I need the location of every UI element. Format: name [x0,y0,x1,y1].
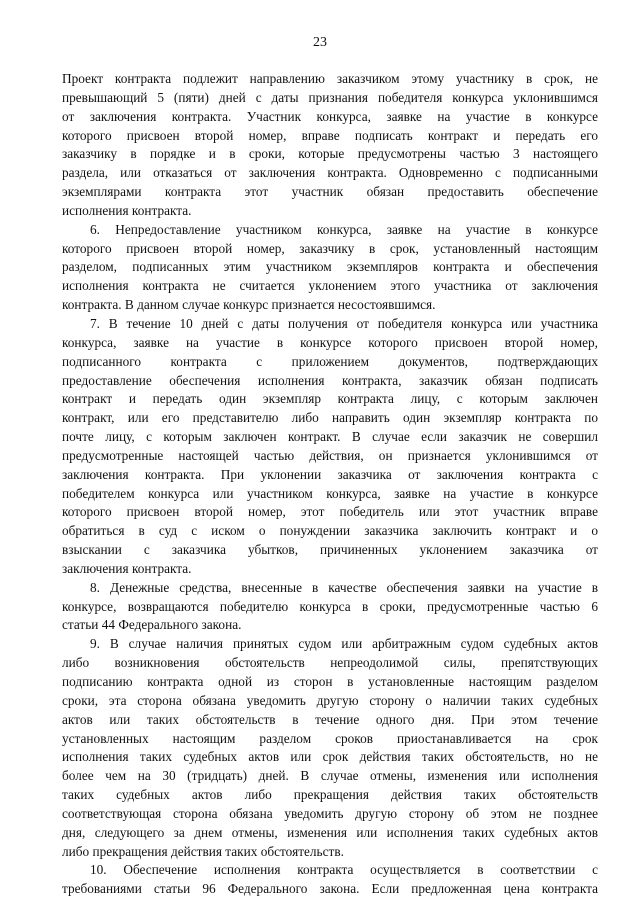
text-line: дня, следующего за днем отмены, изменения или исполнения таких судебных актов [62,824,598,840]
paragraph-item-7 [62,315,598,579]
paragraph-item-9 [62,635,598,861]
paragraph-continuation [62,70,598,221]
text-line: 7. В течение 10 дней с даты получения от победителя конкурса или участника [90,315,598,331]
text-line: победителем конкурса или участником конкурса, заявке на участие в конкурсе [62,485,598,501]
text-line: исполнения контракта не считается уклонением этого участника от заключения [62,278,598,294]
text-line: предусмотренные настоящей частью действия, он признается уклонившимся от [62,447,598,463]
paragraph-item-10 [62,861,598,899]
text-line: разделом, подписанных этим участником экземпляров контракта и обеспечения [62,259,598,275]
text-line: почте лицу, с которым заключен контракт. В случае если заказчик не совершил [62,429,598,445]
text-line: контракт и передать один экземпляр контракта лицу, с которым заключен [62,391,598,407]
text-line: контракта. В данном случае конкурс признается несостоявшимся. [62,297,436,313]
text-line: которого присвоен второй номер, вправе подписать контракт и передать его [62,127,598,143]
text-line: Проект контракта подлежит направлению заказчиком этому участнику в срок, не [62,71,598,86]
text-line: либо прекращения действия таких обстоятельств. [62,843,344,859]
text-line: конкурса, заявке на участие в конкурсе которого присвоен второй номер, [62,334,598,350]
text-line: либо возникновения обстоятельств непреодолимой силы, препятствующих [62,655,598,671]
text-line: превышающий 5 (пяти) дней с даты признания победителя конкурса уклонившимся [62,89,598,105]
text-line: актов или таких обстоятельств в течение одного дня. При этом течение [62,711,598,727]
text-line: от заключения контракта. Участник конкурса, заявке на участие в конкурсе [62,108,598,124]
text-line: 9. В случае наличия принятых судом или арбитражным судом судебных актов [90,636,598,652]
text-line: требованиями статьи 96 Федерального закона. Если предложенная цена контракта [62,881,598,897]
text-line: взыскании с заказчика убытков, причиненных уклонением заказчика от [62,542,598,558]
text-line: исполнения таких судебных актов или срок действия таких обстоятельств, но не [62,749,598,765]
text-line: конкурсе, возвращаются победителю конкурса в сроки, предусмотренные частью 6 [62,598,598,614]
text-line: подписанного контракта с приложением документов, подтверждающих [62,353,598,369]
text-line: обратиться в суд с иском о понуждении заказчика заключить контракт и о [62,523,598,539]
paragraph-item-6 [62,221,598,315]
text-line: контракт, или его представителю либо направить один экземпляр контракта по [62,410,598,426]
page-number: 23 [313,35,327,50]
text-line: предоставление обеспечения исполнения контракта, заказчик обязан подписать [62,372,598,388]
text-line: заключения контракта. При уклонении заказчика от заключения контракта с [62,466,598,482]
text-line: экземплярами контракта этот участник обязан предоставить обеспечение [62,184,598,200]
text-line: сроки, эта сторона обязана уведомить другую сторону о наличии таких судебных [62,692,598,708]
text-line: более чем на 30 (тридцать) дней. В случае отмены, изменения или исполнения [62,768,598,784]
text-line: заказчику в порядке и в сроки, которые предусмотрены частью 3 настоящего [62,146,598,162]
document-body [62,70,598,899]
paragraph-item-8 [62,579,598,636]
text-line: исполнения контракта. [62,202,192,218]
text-line: соответствующая сторона обязана уведомить другую сторону об этом не позднее [62,805,598,821]
text-line: раздела, или отказаться от заключения контракта. Одновременно с подписанными [62,165,598,181]
text-line: которого присвоен второй номер, заказчику в срок, установленный настоящим [62,240,598,256]
text-line: заключения контракта. [62,560,192,576]
text-line: которого присвоен второй номер, этот победитель или этот участник вправе [62,504,598,520]
text-line: установленных настоящим разделом сроков приостанавливается на срок [62,730,598,746]
text-line: 8. Денежные средства, внесенные в качестве обеспечения заявки на участие в [90,579,598,595]
text-line: подписанию контракта одной из сторон в установленные настоящим разделом [62,674,598,689]
text-line: 6. Непредоставление участником конкурса, заявке на участие в конкурсе [90,221,598,237]
text-line: таких судебных актов либо прекращения действия таких обстоятельств [62,787,598,803]
text-line: статьи 44 Федерального закона. [62,617,242,633]
text-line: 10. Обеспечение исполнения контракта осуществляется в соответствии с [90,862,598,878]
